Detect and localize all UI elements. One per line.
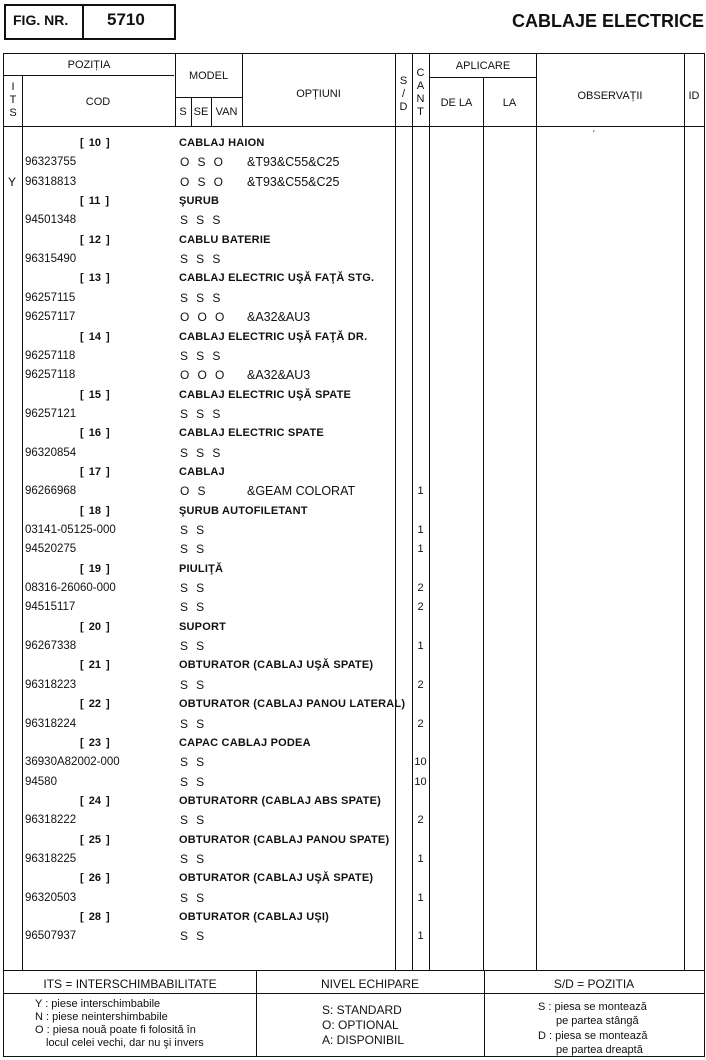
group-position: [ 23 ] xyxy=(80,737,110,749)
col-optiuni: OPȚIUNI xyxy=(296,88,341,100)
group-position: [ 11 ] xyxy=(80,195,110,207)
col-sd-d: D xyxy=(399,101,408,113)
group-position: [ 17 ] xyxy=(80,466,110,478)
group-position: [ 14 ] xyxy=(80,331,110,343)
col-aplicare: APLICARE xyxy=(455,60,511,72)
quantity: 2 xyxy=(417,582,424,594)
part-code: 08316-26060-000 xyxy=(25,582,116,594)
group-position: [ 19 ] xyxy=(80,563,110,575)
col-model: MODEL xyxy=(188,70,229,82)
model-availability: S S xyxy=(180,600,205,614)
model-availability: S S xyxy=(180,775,205,789)
quantity: 2 xyxy=(417,601,424,613)
legend-sd-title: S/D = POZITIA xyxy=(553,977,635,991)
model-subheader-line xyxy=(175,97,242,98)
part-code: 96257117 xyxy=(25,311,76,323)
col-line-sd xyxy=(395,54,396,970)
col-line-observatii xyxy=(536,54,537,970)
legend-its-line: locul celei vechi, dar nu şi invers xyxy=(46,1037,204,1049)
group-name: OBTURATORR (CABLAJ ABS SPATE) xyxy=(179,795,381,807)
col-its-t: T xyxy=(9,94,17,106)
part-code: 96318222 xyxy=(25,814,77,826)
part-code: 96323755 xyxy=(25,156,77,168)
col-pozitia: POZIȚIA xyxy=(67,59,111,71)
part-code: 96257121 xyxy=(25,408,77,420)
group-name: OBTURATOR (CABLAJ PANOU SPATE) xyxy=(179,834,390,846)
model-availability: S S xyxy=(180,542,205,556)
part-code: 96320503 xyxy=(25,892,77,904)
group-name: CAPAC CABLAJ PODEA xyxy=(179,737,311,749)
quantity: 2 xyxy=(417,679,424,691)
col-cod: COD xyxy=(85,96,111,108)
group-name: CABLAJ HAION xyxy=(179,137,265,149)
group-position: [ 12 ] xyxy=(80,234,110,246)
legend-sd-line: D : piesa se montează xyxy=(538,1030,648,1042)
col-cant-a: A xyxy=(416,80,425,92)
model-availability: S S xyxy=(180,639,205,653)
group-name: CABLAJ ELECTRIC UŞĂ FAŢĂ STG. xyxy=(179,272,375,284)
part-code: 96318813 xyxy=(25,176,77,188)
col-line-its xyxy=(22,76,23,970)
group-name: CABLAJ ELECTRIC UŞĂ SPATE xyxy=(179,389,352,401)
group-name: CABLU BATERIE xyxy=(179,234,271,246)
model-availability: S S S xyxy=(180,446,221,460)
model-availability: S S S xyxy=(180,291,221,305)
group-position: [ 25 ] xyxy=(80,834,110,846)
legend-sd-line: S : piesa se montează xyxy=(538,1001,647,1013)
options-code: &A32&AU3 xyxy=(247,310,311,324)
page-title: CABLAJE ELECTRICE xyxy=(511,11,704,31)
col-la: LA xyxy=(502,97,517,109)
col-de-la: DE LA xyxy=(440,97,473,109)
col-cant-t: T xyxy=(417,106,424,118)
part-code: 96257115 xyxy=(25,292,76,304)
part-code: 94515117 xyxy=(25,601,76,613)
group-name: CABLAJ ELECTRIC SPATE xyxy=(179,427,324,439)
group-position: [ 18 ] xyxy=(80,505,110,517)
options-code: &GEAM COLORAT xyxy=(247,484,356,498)
col-line-cant-right xyxy=(429,54,430,970)
pozitia-underline xyxy=(4,75,174,76)
col-sd-s: S xyxy=(399,75,408,87)
part-code: 96257118 xyxy=(25,369,76,381)
fig-label: FIG. NR. xyxy=(13,12,69,28)
model-availability: O O O xyxy=(180,368,225,382)
part-code: 96318225 xyxy=(25,853,77,865)
group-name: ŞURUB AUTOFILETANT xyxy=(179,505,308,517)
col-its-i: I xyxy=(11,81,15,93)
legend-nivel-line: O: OPTIONAL xyxy=(322,1018,399,1032)
fig-number: 5710 xyxy=(107,10,145,29)
col-sd-slash: / xyxy=(401,88,406,100)
col-line-cant xyxy=(412,54,413,970)
group-name: OBTURATOR (CABLAJ UŞĂ SPATE) xyxy=(179,659,374,671)
col-line-id xyxy=(684,54,685,970)
group-name: PIULIŢĂ xyxy=(179,563,224,575)
part-code: 96318223 xyxy=(25,679,77,691)
group-position: [ 22 ] xyxy=(80,698,110,710)
model-availability: S S xyxy=(180,523,205,537)
part-code: 96507937 xyxy=(25,930,77,942)
quantity: 10 xyxy=(414,756,427,768)
col-line-la xyxy=(483,78,484,970)
part-code: 94580 xyxy=(25,776,57,788)
legend-nivel-line: S: STANDARD xyxy=(322,1003,402,1017)
quantity: 2 xyxy=(417,814,424,826)
options-code: &A32&AU3 xyxy=(247,368,311,382)
group-name: OBTURATOR (CABLAJ UŞĂ SPATE) xyxy=(179,872,374,884)
group-position: [ 21 ] xyxy=(80,659,110,671)
legend-sd-line: pe partea stângă xyxy=(556,1015,639,1027)
its-flag: Y xyxy=(8,175,17,189)
group-name: SUPORT xyxy=(179,621,227,633)
legend-its-line: O : piesa nouă poate fi folosită în xyxy=(35,1024,196,1036)
part-code: 96320854 xyxy=(25,447,77,459)
options-code: &T93&C55&C25 xyxy=(247,175,340,189)
model-availability: O S xyxy=(180,484,207,498)
group-name: CABLAJ ELECTRIC UŞĂ FAŢĂ DR. xyxy=(179,331,368,343)
legend-its-title: ITS = INTERSCHIMBABILITATE xyxy=(43,977,217,991)
model-availability: S S xyxy=(180,929,205,943)
col-observatii: OBSERVAȚII xyxy=(577,90,643,102)
part-code: 94501348 xyxy=(25,214,77,226)
model-availability: S S S xyxy=(180,407,221,421)
col-model-se: SE xyxy=(193,106,209,118)
col-id: ID xyxy=(688,90,700,102)
legend-sd-line: pe partea dreaptă xyxy=(556,1044,643,1056)
group-position: [ 10 ] xyxy=(80,137,110,149)
col-its-s: S xyxy=(9,107,17,119)
part-code: 96315490 xyxy=(25,253,77,265)
options-code: &T93&C55&C25 xyxy=(247,155,340,169)
header-bottom-line xyxy=(4,126,704,127)
fig-box-divider xyxy=(82,4,84,40)
quantity: 1 xyxy=(417,485,424,497)
quantity: 1 xyxy=(417,543,424,555)
part-code: 96267338 xyxy=(25,640,77,652)
model-availability: S S xyxy=(180,581,205,595)
group-name: OBTURATOR (CABLAJ PANOU LATERAL) xyxy=(179,698,406,710)
part-code: 96266968 xyxy=(25,485,77,497)
part-code: 36930A82002-000 xyxy=(25,756,120,768)
col-model-van: VAN xyxy=(215,106,238,118)
legend-its-line: Y : piese interschimbabile xyxy=(35,998,161,1010)
model-availability: S S xyxy=(180,852,205,866)
quantity: 1 xyxy=(417,892,424,904)
model-availability: O S O xyxy=(180,155,224,169)
model-availability: S S xyxy=(180,678,205,692)
group-name: CABLAJ xyxy=(179,466,225,478)
model-availability: S S xyxy=(180,717,205,731)
model-availability: S S xyxy=(180,813,205,827)
model-availability: O S O xyxy=(180,175,224,189)
part-code: 03141-05125-000 xyxy=(25,524,116,536)
legend-title-line xyxy=(4,993,704,994)
group-position: [ 13 ] xyxy=(80,272,110,284)
col-model-s: S xyxy=(179,106,187,118)
quantity: 2 xyxy=(417,718,424,730)
legend-nivel-title: NIVEL ECHIPARE xyxy=(320,977,420,991)
model-availability: S S S xyxy=(180,252,221,266)
model-availability: S S xyxy=(180,755,205,769)
model-availability: S S xyxy=(180,891,205,905)
legend-its-line: N : piese neintershimbabile xyxy=(35,1011,168,1023)
part-code: 96318224 xyxy=(25,718,77,730)
quantity: 1 xyxy=(417,853,424,865)
group-position: [ 20 ] xyxy=(80,621,110,633)
quantity: 1 xyxy=(417,640,424,652)
group-position: [ 28 ] xyxy=(80,911,110,923)
quantity: 1 xyxy=(417,930,424,942)
group-name: OBTURATOR (CABLAJ UŞI) xyxy=(179,911,330,923)
part-code: 96257118 xyxy=(25,350,76,362)
part-code: 94520275 xyxy=(25,543,77,555)
col-cant-n: N xyxy=(416,93,425,105)
group-position: [ 24 ] xyxy=(80,795,110,807)
group-position: [ 26 ] xyxy=(80,872,110,884)
group-name: ŞURUB xyxy=(179,195,220,207)
legend-nivel-line: A: DISPONIBIL xyxy=(322,1033,405,1047)
col-cant-c: C xyxy=(416,67,425,79)
model-availability: S S S xyxy=(180,213,221,227)
quantity: 10 xyxy=(414,776,427,788)
legend-top-line xyxy=(4,970,704,971)
quantity: 1 xyxy=(417,524,424,536)
group-position: [ 16 ] xyxy=(80,427,110,439)
group-position: [ 15 ] xyxy=(80,389,110,401)
observatii-tick-mark: ˊ xyxy=(592,130,596,141)
model-availability: S S S xyxy=(180,349,221,363)
model-availability: O O O xyxy=(180,310,225,324)
